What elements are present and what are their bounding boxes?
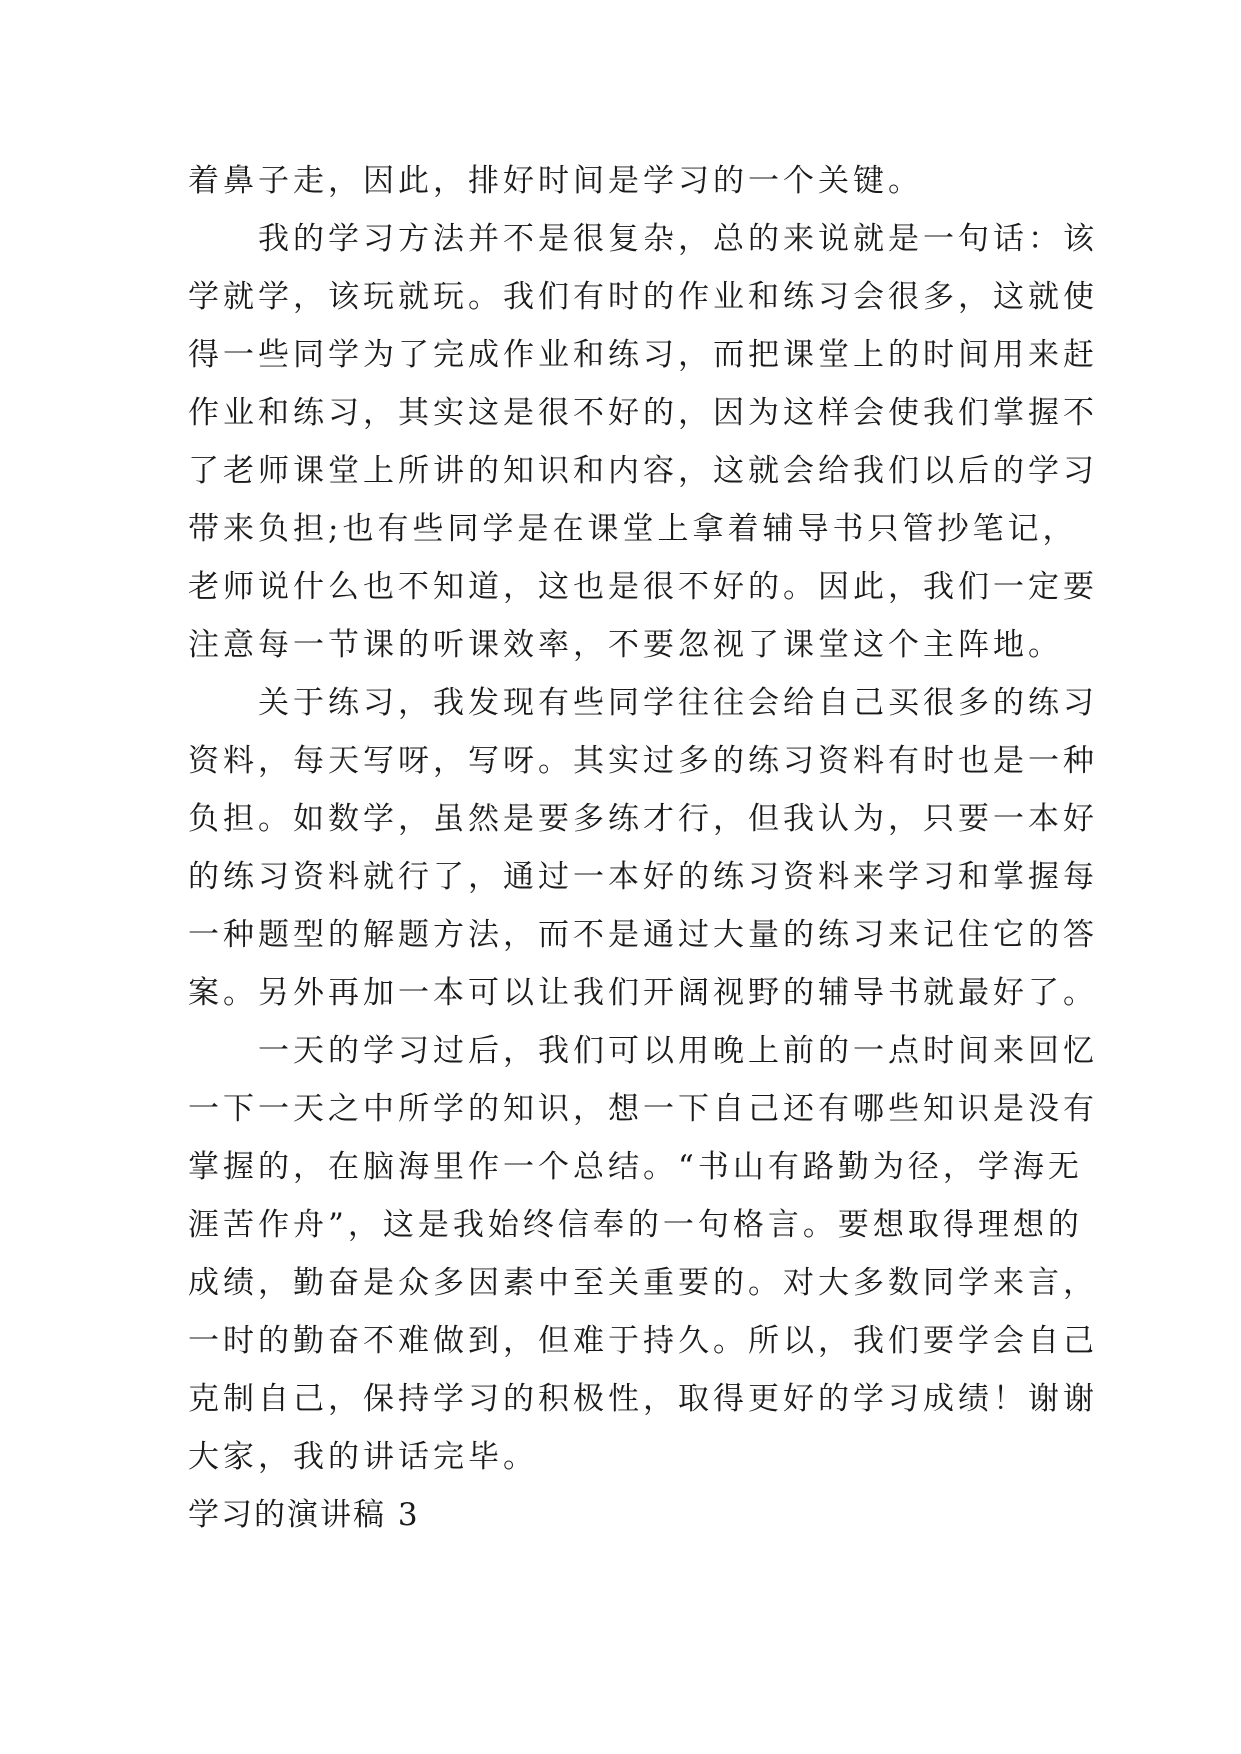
text-line: 关于练习，我发现有些同学往往会给自己买很多的练习	[188, 685, 1098, 721]
text-line: 注意每一节课的听课效率，不要忽视了课堂这个主阵地。	[188, 627, 1063, 663]
text-line: 着鼻子走，因此，排好时间是学习的一个关键。	[188, 163, 923, 199]
text-line: 一下一天之中所学的知识，想一下自己还有哪些知识是没有	[188, 1091, 1098, 1127]
text-line: 老师说什么也不知道，这也是很不好的。因此，我们一定要	[188, 569, 1098, 605]
text-line: 成绩，勤奋是众多因素中至关重要的。对大多数同学来言，	[188, 1265, 1098, 1301]
text-line: 资料，每天写呀，写呀。其实过多的练习资料有时也是一种	[188, 743, 1098, 779]
text-line: 我的学习方法并不是很复杂，总的来说就是一句话：该	[188, 221, 1098, 257]
text-line: 克制自己，保持学习的积极性，取得更好的学习成绩！谢谢	[188, 1381, 1098, 1417]
text-line: 案。另外再加一本可以让我们开阔视野的辅导书就最好了。	[188, 975, 1098, 1011]
text-line: 负担。如数学，虽然是要多练才行，但我认为，只要一本好	[188, 801, 1098, 837]
text-line: 涯苦作舟”，这是我始终信奉的一句格言。要想取得理想的	[188, 1207, 1083, 1243]
section-heading: 学习的演讲稿 3	[188, 1497, 420, 1533]
text-line: 一时的勤奋不难做到，但难于持久。所以，我们要学会自己	[188, 1323, 1098, 1359]
text-line: 的练习资料就行了，通过一本好的练习资料来学习和掌握每	[188, 859, 1098, 895]
text-line: 一种题型的解题方法，而不是通过大量的练习来记住它的答	[188, 917, 1098, 953]
text-line: 大家，我的讲话完毕。	[188, 1439, 538, 1475]
text-line: 带来负担;也有些同学是在课堂上拿着辅导书只管抄笔记，	[188, 511, 1078, 547]
text-line: 得一些同学为了完成作业和练习，而把课堂上的时间用来赶	[188, 337, 1098, 373]
text-line: 了老师课堂上所讲的知识和内容，这就会给我们以后的学习	[188, 453, 1098, 489]
text-line: 作业和练习，其实这是很不好的，因为这样会使我们掌握不	[188, 395, 1098, 431]
text-line: 一天的学习过后，我们可以用晚上前的一点时间来回忆	[188, 1033, 1098, 1069]
text-line: 学就学，该玩就玩。我们有时的作业和练习会很多，这就使	[188, 279, 1098, 315]
text-line: 掌握的，在脑海里作一个总结。“书山有路勤为径，学海无	[188, 1149, 1083, 1185]
